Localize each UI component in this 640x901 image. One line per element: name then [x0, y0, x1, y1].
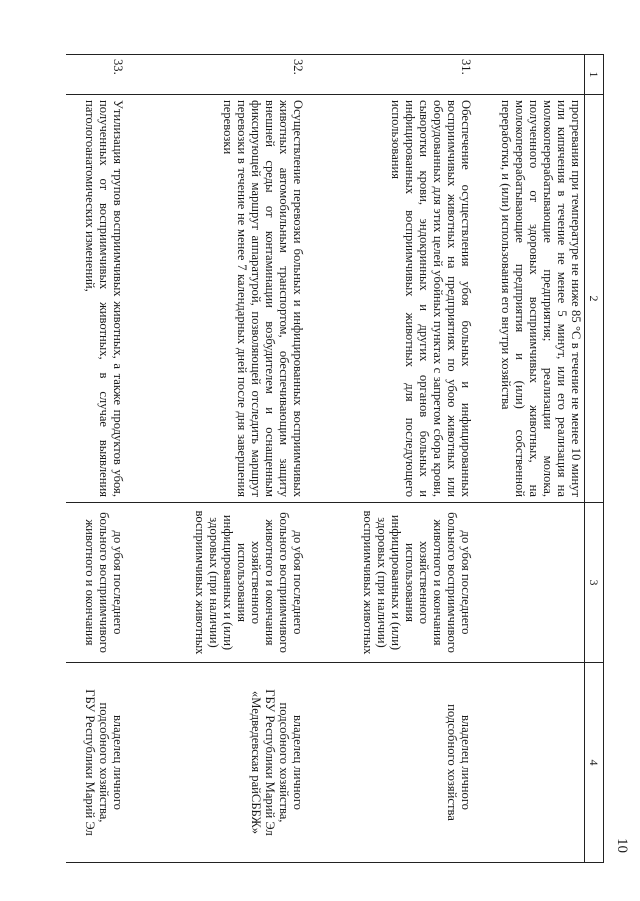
header-col-3: 3	[585, 503, 604, 663]
term-line: животного и окончания	[83, 519, 98, 646]
responsible-line: владелец личного	[111, 715, 126, 810]
term-line: использования	[235, 542, 250, 623]
responsible-line: подсобного хозяйства	[445, 704, 460, 821]
responsible-line: «Медведевская райСББЖ»	[249, 690, 264, 835]
term-line: больного восприимчивого	[97, 512, 112, 653]
measure-text: Утилизация трупов восприимчивых животных, а также продуктов убоя, полученных от восприимчивых животных, в случае выявления патологоанатомических изменений,	[67, 95, 127, 503]
term-line: до убоя последнего	[291, 530, 306, 635]
responsible-line: ГБУ Республики Марий Эл	[263, 689, 278, 836]
measure-text: Осуществление перевозки больных и инфицированных восприимчивых животных автомобильным транспортом, обеспечивающим защиту внешней среды от контаминации возбудителем и оснащенным фиксирующей маршрут аппаратурой, позволяющей отследить маршрут перевозки в течение не менее 7 календарных дней после дня завершения перевозки	[127, 95, 307, 503]
table-row	[67, 55, 127, 863]
term-line: хозяйственного	[249, 540, 264, 625]
responsible-line: подсобного хозяйства,	[97, 702, 112, 823]
responsible-line: подсобного хозяйства,	[277, 702, 292, 823]
table-header-row	[585, 55, 604, 863]
page-number: 10	[614, 838, 630, 853]
responsible-cell	[67, 663, 127, 863]
term-line: до убоя последнего	[459, 530, 474, 635]
term-line: инфицированных и (или)	[221, 514, 236, 651]
term-cell	[307, 503, 475, 663]
term-line: здоровых (при наличии)	[207, 517, 222, 648]
table-row	[475, 55, 585, 863]
table-row	[127, 55, 307, 863]
responsible-cell	[127, 663, 307, 863]
responsible-line: владелец личного	[459, 715, 474, 810]
row-number: 33.	[67, 55, 127, 95]
term-line: больного восприимчивого	[277, 512, 292, 653]
measures-table	[67, 54, 605, 863]
responsible-line: ГБУ Республики Марий Эл	[83, 689, 98, 836]
term-line: животного и окончания	[263, 519, 278, 646]
term-line: восприимчивых животных	[361, 510, 376, 655]
term-cell	[127, 503, 307, 663]
term-line: хозяйственного	[417, 540, 432, 625]
term-cell	[475, 503, 585, 663]
header-col-1: 1	[585, 55, 604, 95]
header-col-4: 4	[585, 663, 604, 863]
term-line: животного и окончания	[431, 519, 446, 646]
responsible-line: владелец личного	[291, 715, 306, 810]
row-number: 31.	[307, 55, 475, 95]
row-number	[475, 55, 585, 95]
term-line: до убоя последнего	[111, 530, 126, 635]
row-number: 32.	[127, 55, 307, 95]
measure-text: Обеспечение осуществления убоя больных и инфицированных восприимчивых животных на предприятиях по убою животных или оборудованных для этих целей убойных пунктах с запретом сбора крови, сыворотки крови, эндокринных и других органов больных и инфицированных восприимчивых животных для последующего использования	[307, 95, 475, 503]
responsible-cell	[475, 663, 585, 863]
term-line: больного восприимчивого	[445, 512, 460, 653]
term-line: использования	[403, 542, 418, 623]
term-line: восприимчивых животных	[193, 510, 208, 655]
measure-text: прогревания при температуре не ниже 85 °С в течение не менее 10 минут или кипячения в течение не менее 5 минут, или его реализация на молокоперерабатывающие предприятия; реализации молока, полученного от здоровых восприимчивых животных, на молокоперерабатывающие предприятия и (или) собственной переработки, и (или) использования его внутри хозяйства	[475, 95, 585, 503]
responsible-cell	[307, 663, 475, 863]
header-col-2: 2	[585, 95, 604, 503]
term-line: инфицированных и (или)	[389, 514, 404, 651]
table-row	[307, 55, 475, 863]
term-cell	[67, 503, 127, 663]
term-line: здоровых (при наличии)	[375, 517, 390, 648]
